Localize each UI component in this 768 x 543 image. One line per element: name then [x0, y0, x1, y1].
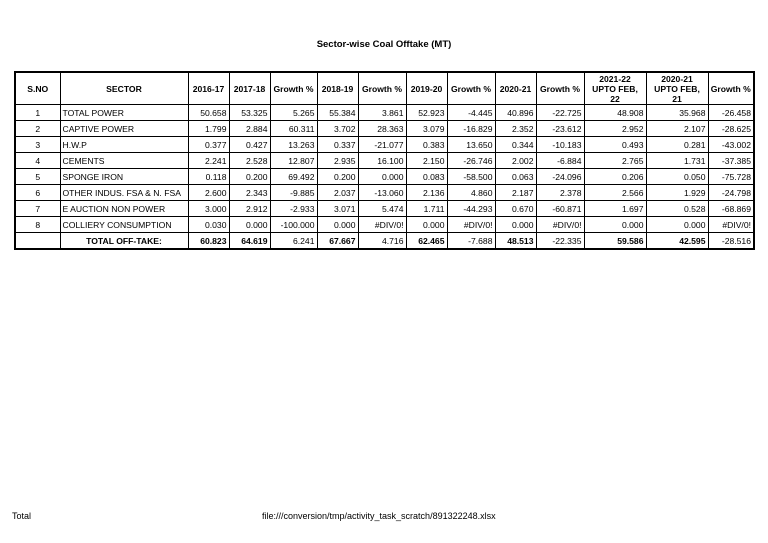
- table-cell: 60.823: [188, 233, 229, 250]
- table-cell: 2.528: [229, 153, 270, 169]
- header-cell: 2017-18: [229, 72, 270, 105]
- table-cell: -37.385: [708, 153, 754, 169]
- table-cell: OTHER INDUS. FSA & N. FSA: [60, 185, 188, 201]
- table-cell: 2.378: [536, 185, 584, 201]
- table-cell: 1.697: [584, 201, 646, 217]
- table-cell: 0.377: [188, 137, 229, 153]
- table-cell: 53.325: [229, 105, 270, 121]
- total-label: TOTAL OFF-TAKE:: [60, 233, 188, 250]
- header-cell: 2021-22 UPTO FEB, 22: [584, 72, 646, 105]
- table-cell: 2.136: [406, 185, 447, 201]
- table-cell: CAPTIVE POWER: [60, 121, 188, 137]
- table-cell: 0.528: [646, 201, 708, 217]
- footer-sheet-name: Total: [12, 511, 32, 521]
- table-cell: 50.658: [188, 105, 229, 121]
- table-cell: 2.037: [317, 185, 358, 201]
- table-row: [15, 137, 754, 153]
- table-cell: 3.000: [188, 201, 229, 217]
- table-cell: 2.343: [229, 185, 270, 201]
- table-cell: 0.000: [358, 169, 406, 185]
- table-cell: 2.241: [188, 153, 229, 169]
- table-cell: 0.670: [495, 201, 536, 217]
- table-cell: 3.071: [317, 201, 358, 217]
- table-cell: 4.860: [447, 185, 495, 201]
- table-cell: 40.896: [495, 105, 536, 121]
- header-cell: Growth %: [358, 72, 406, 105]
- table-cell: H.W.P: [60, 137, 188, 153]
- table-cell: -28.625: [708, 121, 754, 137]
- table-row: [15, 105, 754, 121]
- table-cell: 2.352: [495, 121, 536, 137]
- table-cell: 5.474: [358, 201, 406, 217]
- sheet-title: Sector-wise Coal Offtake (MT): [316, 39, 452, 50]
- table-cell: -58.500: [447, 169, 495, 185]
- table-cell: 2.150: [406, 153, 447, 169]
- table-cell: 2: [15, 121, 60, 137]
- table-cell: 4.716: [358, 233, 406, 250]
- table-cell: -68.869: [708, 201, 754, 217]
- header-cell: 2020-21: [495, 72, 536, 105]
- table-cell: -2.933: [270, 201, 317, 217]
- table-cell: 60.311: [270, 121, 317, 137]
- table-cell: SPONGE IRON: [60, 169, 188, 185]
- table-cell: 59.586: [584, 233, 646, 250]
- table-cell: 2.107: [646, 121, 708, 137]
- table-cell: -60.871: [536, 201, 584, 217]
- table-cell: 13.650: [447, 137, 495, 153]
- table-cell: 2.884: [229, 121, 270, 137]
- header-cell: 2016-17: [188, 72, 229, 105]
- table-cell: 5: [15, 169, 60, 185]
- table-cell: 2.935: [317, 153, 358, 169]
- table-cell: 4: [15, 153, 60, 169]
- table-cell: 0.383: [406, 137, 447, 153]
- table-cell: 0.337: [317, 137, 358, 153]
- table-cell: -24.096: [536, 169, 584, 185]
- table-cell: 2.952: [584, 121, 646, 137]
- table-cell: -10.183: [536, 137, 584, 153]
- table-row: [15, 217, 754, 233]
- table-cell: 64.619: [229, 233, 270, 250]
- table-cell: 5.265: [270, 105, 317, 121]
- table-cell: 0.344: [495, 137, 536, 153]
- table-cell: -44.293: [447, 201, 495, 217]
- table-cell: -100.000: [270, 217, 317, 233]
- table-cell: 0.000: [646, 217, 708, 233]
- table-cell: -26.746: [447, 153, 495, 169]
- table-cell: -23.612: [536, 121, 584, 137]
- table-cell: -22.335: [536, 233, 584, 250]
- table-cell: 2.765: [584, 153, 646, 169]
- header-cell: 2018-19: [317, 72, 358, 105]
- table-cell: #DIV/0!: [708, 217, 754, 233]
- table-cell: -75.728: [708, 169, 754, 185]
- header-row: [15, 72, 754, 105]
- table-cell: 0.030: [188, 217, 229, 233]
- table-cell: -16.829: [447, 121, 495, 137]
- header-cell: Growth %: [270, 72, 317, 105]
- table-cell: 6.241: [270, 233, 317, 250]
- table-cell: -6.884: [536, 153, 584, 169]
- table-cell: 2.600: [188, 185, 229, 201]
- table-row: [15, 169, 754, 185]
- table-cell: -9.885: [270, 185, 317, 201]
- table-cell: 55.384: [317, 105, 358, 121]
- table-cell: 42.595: [646, 233, 708, 250]
- table-cell: 7: [15, 201, 60, 217]
- table-cell: 0.493: [584, 137, 646, 153]
- table-cell: 0.000: [229, 217, 270, 233]
- table-cell: 6: [15, 185, 60, 201]
- table-cell: 1.711: [406, 201, 447, 217]
- table-cell: 2.002: [495, 153, 536, 169]
- table-cell: -4.445: [447, 105, 495, 121]
- table-cell: 0.206: [584, 169, 646, 185]
- table-cell: 2.187: [495, 185, 536, 201]
- table-cell: 0.050: [646, 169, 708, 185]
- table-cell: 3: [15, 137, 60, 153]
- table-cell: 0.200: [317, 169, 358, 185]
- coal-offtake-table: [14, 71, 755, 250]
- table-cell: 0.427: [229, 137, 270, 153]
- table-cell: TOTAL POWER: [60, 105, 188, 121]
- table-cell: 0.200: [229, 169, 270, 185]
- table-cell: E AUCTION NON POWER: [60, 201, 188, 217]
- header-cell: Growth %: [447, 72, 495, 105]
- table-cell: 0.281: [646, 137, 708, 153]
- table-row: [15, 121, 754, 137]
- table-cell: -28.516: [708, 233, 754, 250]
- table-row: [15, 153, 754, 169]
- table-cell: -13.060: [358, 185, 406, 201]
- table-cell: 3.861: [358, 105, 406, 121]
- table-cell: -26.458: [708, 105, 754, 121]
- table-cell: 0.063: [495, 169, 536, 185]
- table-cell: 69.492: [270, 169, 317, 185]
- table-cell: #DIV/0!: [447, 217, 495, 233]
- table-cell: 35.968: [646, 105, 708, 121]
- table-cell: 13.263: [270, 137, 317, 153]
- table-cell: 28.363: [358, 121, 406, 137]
- table-row: [15, 201, 754, 217]
- header-cell: Growth %: [536, 72, 584, 105]
- table-cell: 2.912: [229, 201, 270, 217]
- table-cell: 1: [15, 105, 60, 121]
- table-cell: 3.079: [406, 121, 447, 137]
- table-cell: 48.908: [584, 105, 646, 121]
- table-cell: 62.465: [406, 233, 447, 250]
- table-cell: 0.000: [495, 217, 536, 233]
- table-cell: 0.000: [406, 217, 447, 233]
- table-cell: 3.702: [317, 121, 358, 137]
- header-cell: SECTOR: [60, 72, 188, 105]
- table-row: [15, 185, 754, 201]
- table-cell: #DIV/0!: [536, 217, 584, 233]
- header-cell: 2020-21 UPTO FEB, 21: [646, 72, 708, 105]
- table-cell: #DIV/0!: [358, 217, 406, 233]
- header-cell: 2019-20: [406, 72, 447, 105]
- table-cell: COLLIERY CONSUMPTION: [60, 217, 188, 233]
- header-cell: Growth %: [708, 72, 754, 105]
- table-cell: -7.688: [447, 233, 495, 250]
- table-cell: 12.807: [270, 153, 317, 169]
- table-cell: 16.100: [358, 153, 406, 169]
- table-cell: 1.731: [646, 153, 708, 169]
- table-cell: -24.798: [708, 185, 754, 201]
- table-cell: 0.083: [406, 169, 447, 185]
- table-cell: -21.077: [358, 137, 406, 153]
- table-cell: 1.799: [188, 121, 229, 137]
- table-cell: 2.566: [584, 185, 646, 201]
- table-cell: CEMENTS: [60, 153, 188, 169]
- table-cell: 0.000: [584, 217, 646, 233]
- header-cell: S.NO: [15, 72, 60, 105]
- table-cell: 8: [15, 217, 60, 233]
- table-cell: 67.667: [317, 233, 358, 250]
- table-cell: 52.923: [406, 105, 447, 121]
- table-cell: -22.725: [536, 105, 584, 121]
- table-cell: 1.929: [646, 185, 708, 201]
- total-row: [15, 233, 754, 250]
- table-cell: 0.000: [317, 217, 358, 233]
- table-cell: -43.002: [708, 137, 754, 153]
- table-cell: 0.118: [188, 169, 229, 185]
- footer-file-path: file:///conversion/tmp/activity_task_scratch/891322248.xlsx: [262, 511, 496, 521]
- table-cell: [15, 233, 60, 250]
- table-cell: 48.513: [495, 233, 536, 250]
